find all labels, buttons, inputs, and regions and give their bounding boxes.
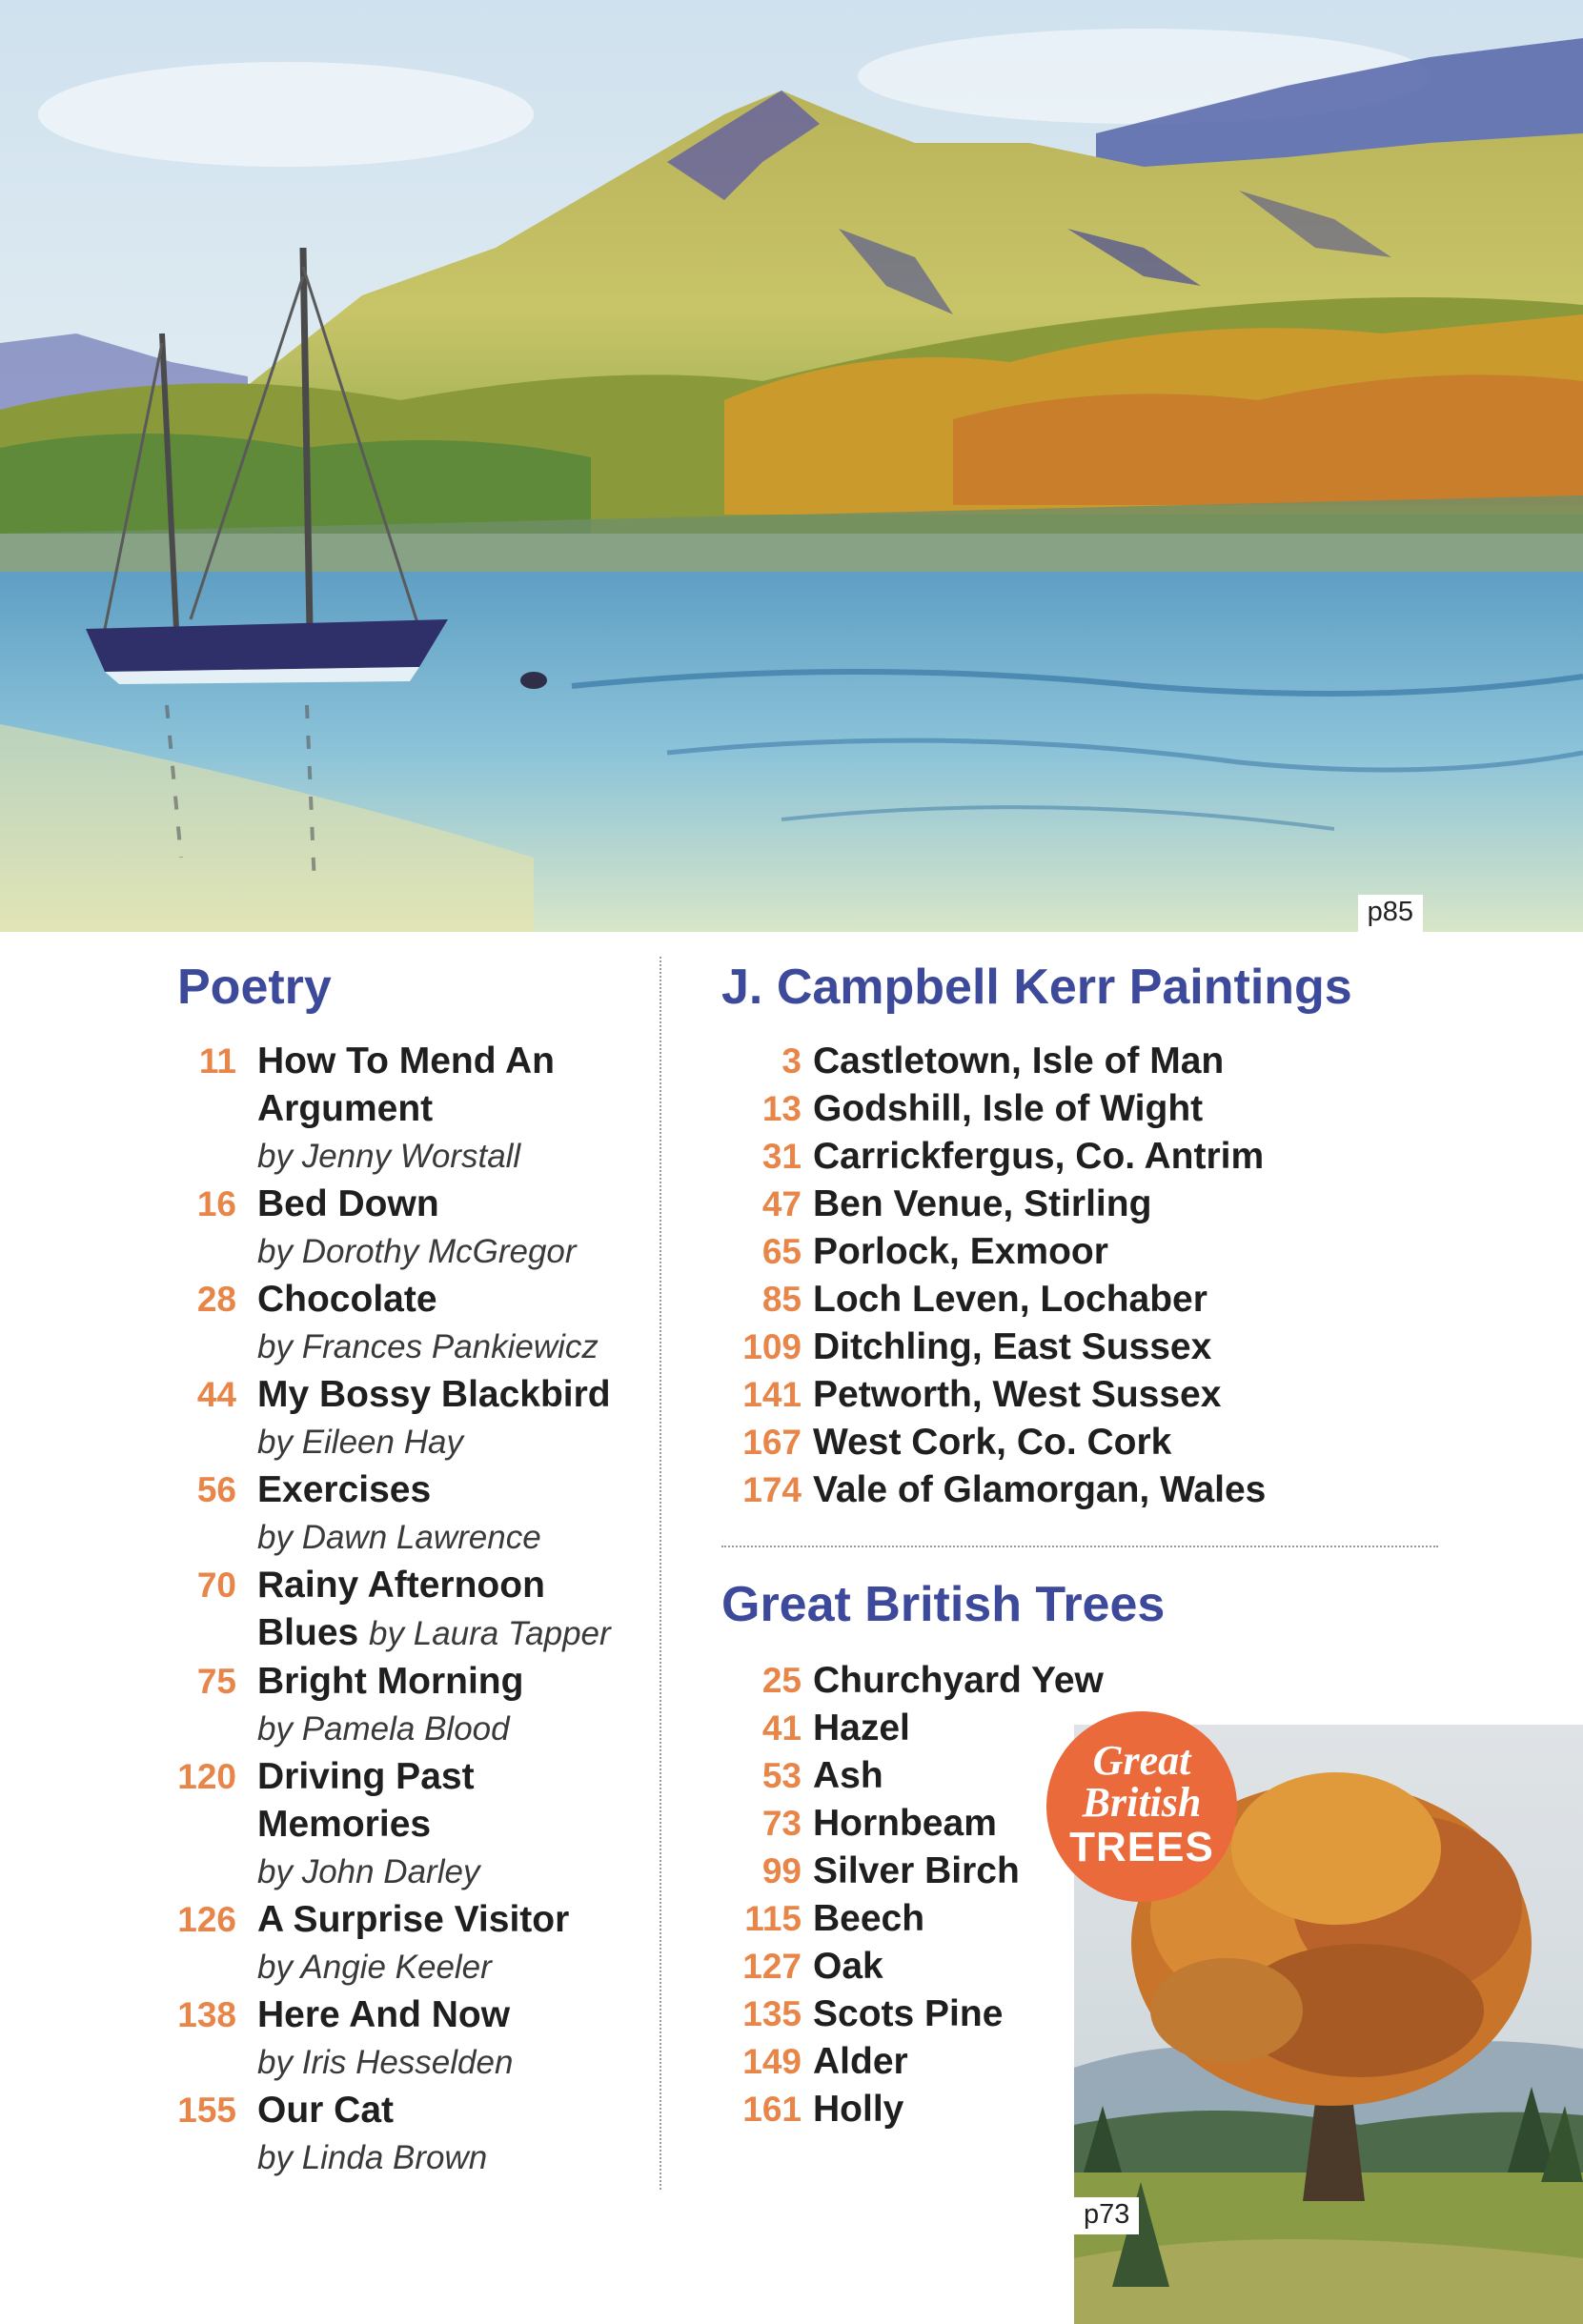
- poetry-entry[interactable]: [177, 1753, 644, 1896]
- poetry-heading: Poetry: [177, 960, 332, 1015]
- poetry-entry[interactable]: [177, 1038, 644, 1181]
- poem-author: by Laura Tapper: [369, 1615, 611, 1652]
- tree-photo-page-ref: p73: [1074, 2197, 1139, 2234]
- section-divider: [721, 1546, 1438, 1547]
- poem-title: My Bossy Blackbird: [257, 1374, 611, 1415]
- painting-entry[interactable]: [721, 1133, 1560, 1181]
- page-number: 174: [742, 1470, 802, 1509]
- page-number: 167: [742, 1423, 802, 1462]
- painting-title: Porlock, Exmoor: [813, 1231, 1108, 1272]
- poem-author: by Pamela Blood: [257, 1710, 510, 1748]
- tree-title: Beech: [813, 1898, 925, 1939]
- painting-entry[interactable]: [721, 1181, 1560, 1228]
- poem-title: Our Cat: [257, 2090, 395, 2131]
- page-number: 127: [742, 1947, 802, 1986]
- page-number: 53: [761, 1756, 802, 1795]
- poem-author: by Angie Keeler: [257, 1949, 492, 1986]
- page-number: 109: [742, 1327, 802, 1366]
- poetry-entry[interactable]: [177, 1562, 644, 1658]
- poem-title: Rainy Afternoon: [257, 1565, 545, 1606]
- page-number: 115: [744, 1899, 802, 1938]
- poetry-entry[interactable]: [177, 1276, 644, 1371]
- tree-entry[interactable]: [721, 2038, 1122, 2086]
- painting-entry[interactable]: [721, 1419, 1560, 1466]
- painting-title: Carrickfergus, Co. Antrim: [813, 1136, 1265, 1177]
- painting-title: Castletown, Isle of Man: [813, 1041, 1225, 1081]
- poem-author: by John Darley: [257, 1853, 480, 1890]
- poetry-entry[interactable]: [177, 1991, 644, 2087]
- hero-page-ref: p85: [1358, 895, 1423, 932]
- tree-entry[interactable]: [721, 1943, 1122, 1991]
- page-number: 99: [761, 1851, 802, 1890]
- loch-leven-watercolour: [0, 0, 1583, 932]
- painting-entry[interactable]: [721, 1466, 1560, 1514]
- page-number: 135: [742, 1994, 802, 2033]
- page-number: 41: [761, 1708, 802, 1748]
- painting-title: Loch Leven, Lochaber: [813, 1279, 1208, 1320]
- page-number: 85: [761, 1280, 802, 1319]
- page-number: 13: [761, 1089, 802, 1128]
- tree-entry[interactable]: [721, 1657, 1122, 1705]
- badge-line-2: British: [1082, 1779, 1202, 1826]
- poem-title-continued: Argument: [257, 1088, 434, 1129]
- page-number: 161: [742, 2090, 802, 2129]
- poetry-entry[interactable]: [177, 1466, 644, 1562]
- page-number: 11: [198, 1041, 236, 1081]
- page-number: 65: [761, 1232, 802, 1271]
- painting-title: Godshill, Isle of Wight: [813, 1088, 1204, 1129]
- page-number: 31: [761, 1137, 802, 1176]
- poem-title: How To Mend An: [257, 1041, 555, 1081]
- poem-author: by Iris Hesselden: [257, 2044, 514, 2081]
- painting-title: West Cork, Co. Cork: [813, 1422, 1172, 1463]
- paintings-list: [721, 1038, 1560, 1514]
- page-number: 47: [761, 1184, 802, 1223]
- poem-author: by Linda Brown: [257, 2139, 488, 2176]
- page-number: 16: [196, 1184, 236, 1223]
- page-number: 44: [196, 1375, 236, 1414]
- poem-title: Bright Morning: [257, 1661, 524, 1702]
- poetry-entry[interactable]: [177, 1371, 644, 1466]
- page-number: 120: [177, 1757, 236, 1796]
- poem-author: by Dawn Lawrence: [257, 1519, 541, 1556]
- page-number: 149: [742, 2042, 802, 2081]
- page-number: 75: [196, 1662, 236, 1701]
- badge-line-3: TREES: [1069, 1824, 1214, 1870]
- trees-list: [721, 1657, 1122, 2133]
- page-number: 56: [196, 1470, 236, 1509]
- painting-title: Ditchling, East Sussex: [813, 1326, 1212, 1367]
- poetry-entry[interactable]: [177, 1181, 644, 1276]
- tree-entry[interactable]: [721, 1895, 1122, 1943]
- page-number: 28: [196, 1280, 236, 1319]
- tree-title: Ash: [813, 1755, 883, 1796]
- poetry-entry[interactable]: [177, 1896, 644, 1991]
- painting-entry[interactable]: [721, 1276, 1560, 1324]
- tree-title: Hornbeam: [813, 1803, 997, 1844]
- poem-title: Exercises: [257, 1469, 432, 1510]
- tree-title: Oak: [813, 1946, 883, 1987]
- painting-entry[interactable]: [721, 1228, 1560, 1276]
- poem-author: by Dorothy McGregor: [257, 1233, 577, 1270]
- page-number: 25: [761, 1661, 802, 1700]
- tree-title: Holly: [813, 2089, 904, 2130]
- trees-heading: Great British Trees: [721, 1577, 1166, 1632]
- poem-title: Here And Now: [257, 1994, 511, 2035]
- great-british-trees-badge: [1046, 1711, 1237, 1902]
- tree-entry[interactable]: [721, 1991, 1122, 2038]
- page-number: 155: [177, 2091, 236, 2130]
- page-number: 70: [196, 1566, 236, 1605]
- painting-entry[interactable]: [721, 1371, 1560, 1419]
- painting-entry[interactable]: [721, 1085, 1560, 1133]
- tree-title: Scots Pine: [813, 1993, 1004, 2034]
- poem-title-continued: Memories: [257, 1804, 432, 1845]
- tree-title: Alder: [813, 2041, 908, 2082]
- poetry-list: [177, 1038, 644, 2182]
- painting-title: Ben Venue, Stirling: [813, 1183, 1152, 1224]
- paintings-heading: J. Campbell Kerr Paintings: [721, 960, 1352, 1015]
- page-number: 138: [177, 1995, 236, 2034]
- tree-title: Churchyard Yew: [813, 1660, 1104, 1701]
- painting-title: Petworth, West Sussex: [813, 1374, 1222, 1415]
- poem-title: Chocolate: [257, 1279, 437, 1320]
- tree-title: Hazel: [813, 1708, 910, 1748]
- poetry-entry[interactable]: [177, 2087, 644, 2182]
- painting-title: Vale of Glamorgan, Wales: [813, 1469, 1267, 1510]
- tree-title: Silver Birch: [813, 1850, 1020, 1891]
- tree-entry[interactable]: [721, 2086, 1122, 2133]
- page-number: 126: [177, 1900, 236, 1939]
- badge-line-1: Great: [1092, 1737, 1191, 1784]
- poem-title: Bed Down: [257, 1183, 439, 1224]
- poem-author: by Jenny Worstall: [257, 1138, 521, 1175]
- column-divider: [660, 957, 661, 2190]
- page-number: 141: [742, 1375, 802, 1414]
- poem-author: by Frances Pankiewicz: [257, 1328, 599, 1365]
- page-number: 73: [761, 1804, 802, 1843]
- poetry-entry[interactable]: [177, 1658, 644, 1753]
- poem-title-continued-with-author: [257, 1609, 644, 1658]
- poem-title: Driving Past: [257, 1756, 475, 1797]
- poem-title-continued: Blues: [257, 1612, 359, 1653]
- hero-painting: [0, 0, 1583, 932]
- page-number: 3: [781, 1041, 802, 1081]
- poem-title: A Surprise Visitor: [257, 1899, 570, 1940]
- painting-entry[interactable]: [721, 1038, 1560, 1085]
- poem-author: by Eileen Hay: [257, 1424, 463, 1461]
- painting-entry[interactable]: [721, 1324, 1560, 1371]
